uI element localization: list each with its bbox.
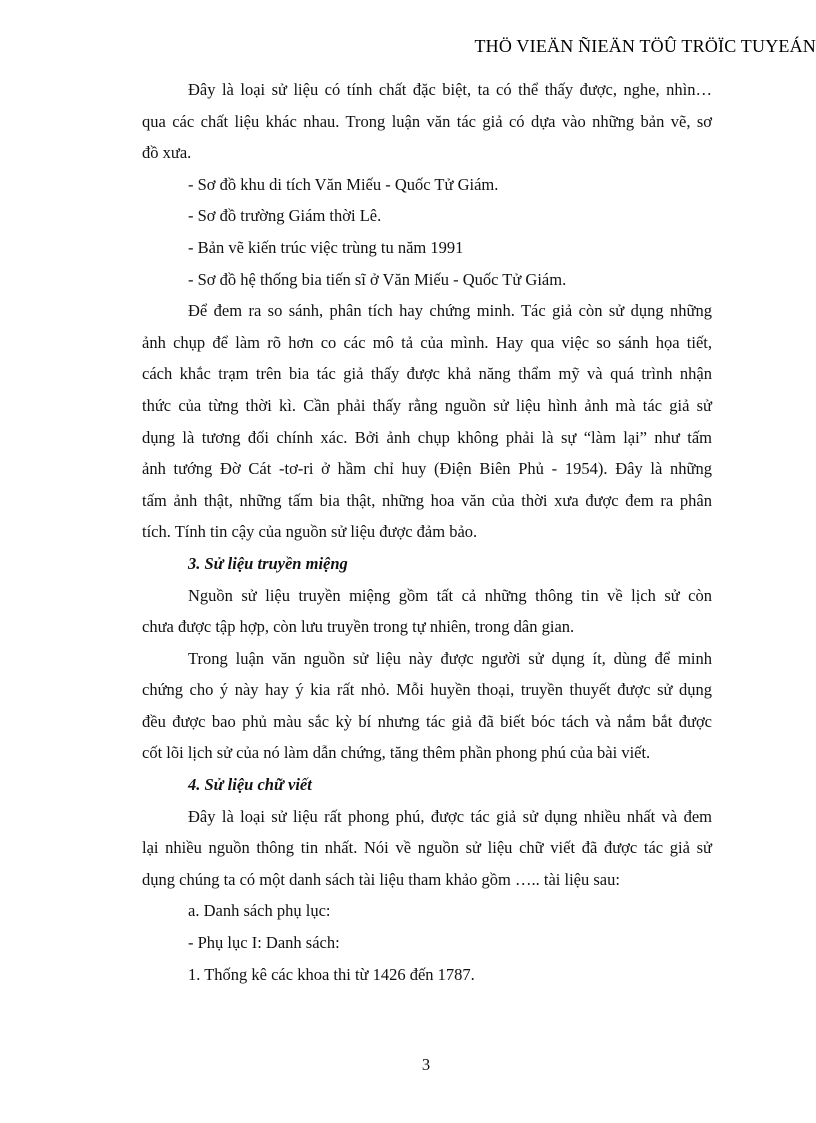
list-item: - Sơ đồ trường Giám thời Lê. xyxy=(188,206,382,226)
page-number: 3 xyxy=(421,1055,431,1074)
list-item: - Sơ đồ hệ thống bia tiến sĩ ở Văn Miếu - Quốc Tử Giám. xyxy=(188,269,567,289)
paragraph-line: tích. Tính tin cậy của nguồn sử liệu được đảm bảo. xyxy=(142,522,478,542)
list-item: - Phụ lục I: Danh sách: xyxy=(188,933,340,953)
list-item: - Bản vẽ kiến trúc việc trùng tu năm 1991 xyxy=(188,237,464,257)
list-item: 1. Thống kê các khoa thi từ 1426 đến 1787. xyxy=(188,964,475,984)
paragraph-line: Để đem ra so sánh, phân tích hay chứng minh. Tác giả còn sử dụng những xyxy=(188,301,712,321)
paragraph-line: Đây là loại sử liệu rất phong phú, được tác giả sử dụng nhiều nhất và đem xyxy=(188,806,712,826)
paragraph-line: đều được bao phủ màu sắc kỳ bí nhưng tác giả đã biết bóc tách và nắm bắt được xyxy=(142,711,712,731)
list-item: - Sơ đồ khu di tích Văn Miếu - Quốc Tử Giám. xyxy=(188,174,499,194)
paragraph-line: Trong luận văn nguồn sử liệu này được người sử dụng ít, dùng để minh xyxy=(188,648,712,668)
paragraph-line: Đây là loại sử liệu có tính chất đặc biệt, ta có thể thấy được, nghe, nhìn… xyxy=(188,80,712,99)
paragraph-line: ảnh chụp để làm rõ hơn co các mô tả của mình. Hay qua việc so sánh họa tiết, xyxy=(142,332,712,352)
paragraph-line: chứng cho ý này hay ý kia rất nhỏ. Mỗi huyền thoại, truyền thuyết được sử dụng xyxy=(142,680,712,700)
paragraph-line: đồ xưa. xyxy=(142,143,192,163)
paragraph-line: ảnh tướng Đờ Cát -tơ-ri ở hầm chỉ huy (Điện Biên Phủ - 1954). Đây là những xyxy=(142,459,712,479)
paragraph-line: lại nhiều nguồn thông tin nhất. Nói về nguồn sử liệu chữ viết đã được tác giả sử xyxy=(142,838,712,858)
paragraph-line: cách khắc trạm trên bia tác giả thấy được khả năng thẩm mỹ và quá trình nhận xyxy=(142,364,712,384)
paragraph-line: tấm ảnh thật, những tấm bia thật, những hoa văn của thời xưa được đem ra phân xyxy=(142,490,712,510)
section-heading: 4. Sử liệu chữ viết xyxy=(188,775,312,795)
paragraph-line: dụng chúng ta có một danh sách tài liệu tham khảo gồm ….. tài liệu sau: xyxy=(142,869,620,889)
paragraph-line: qua các chất liệu khác nhau. Trong luận văn tác giả có dựa vào những bản vẽ, sơ xyxy=(142,111,712,131)
paragraph-line: cốt lõi lịch sử của nó làm dẫn chứng, tăng thêm phần phong phú của bài viết. xyxy=(142,743,651,763)
paragraph-line: chưa được tập hợp, còn lưu truyền trong tự nhiên, trong dân gian. xyxy=(142,617,575,637)
list-item: a. Danh sách phụ lục: xyxy=(188,901,331,921)
paragraph-line: thức của từng thời kì. Cần phải thấy rằng nguồn sử liệu hình ảnh mà tác giả sử xyxy=(142,395,712,415)
paragraph-line: Nguồn sử liệu truyền miệng gồm tất cả những thông tin về lịch sử còn xyxy=(188,585,712,605)
section-heading: 3. Sử liệu truyền miệng xyxy=(188,553,348,573)
document-body xyxy=(142,74,712,990)
paragraph-line: dụng là tương đối chính xác. Bởi ảnh chụp không phải là sự “làm lại” như tấm xyxy=(142,427,712,447)
page-header: THÖ VIEÄN ÑIEÄN TÖÛ TRÖÏC TUYEÁN xyxy=(474,36,816,56)
